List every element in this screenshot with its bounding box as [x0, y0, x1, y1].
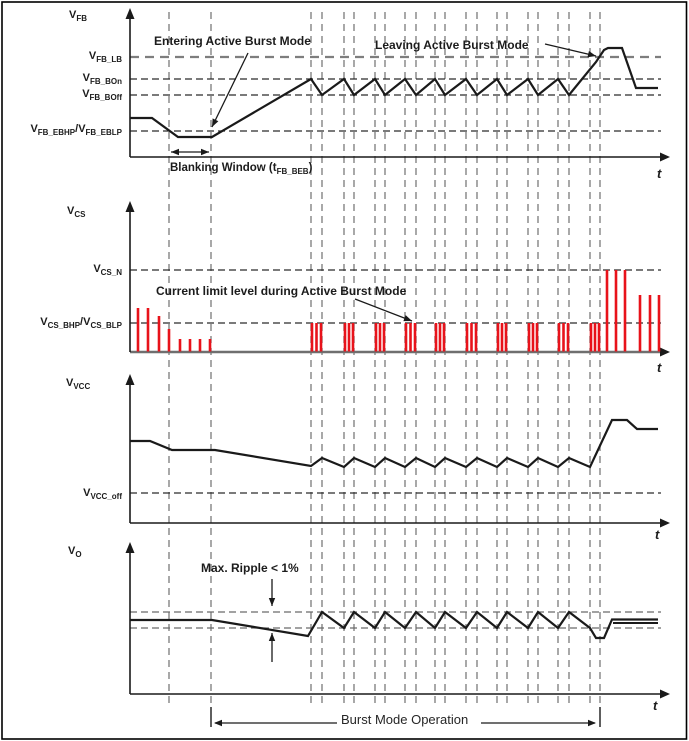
- vvcc-off-level-label: $V_{VCC\_off}$: [83, 487, 122, 501]
- annotation-arrow: [355, 299, 412, 321]
- vcs-n-level-label: $V_{CS\_N}$: [93, 263, 122, 277]
- vfb-lb-level-label: $V_{FB\_LB}$: [88, 50, 122, 64]
- vcs-bhp-level-label: $V_{CS\_BHP}/V_{CS\_BLP}$: [40, 316, 122, 330]
- entering-burst-annotation: Entering Active Burst Mode: [154, 34, 311, 48]
- vvcc-waveform: [130, 420, 658, 467]
- vo-waveform: [130, 612, 658, 638]
- vo-axis-label: $V_O$: [68, 545, 82, 559]
- vvcc-x-axis-arrow: [660, 519, 670, 528]
- vo-y-axis-arrow: [126, 542, 135, 553]
- burst-mode-operation-label: Burst Mode Operation: [341, 712, 469, 727]
- vfb-axis-label: $V_{FB}$: [69, 9, 88, 23]
- max-ripple-annotation: Max. Ripple < 1%: [201, 561, 299, 575]
- leaving-burst-annotation: Leaving Active Burst Mode: [375, 38, 529, 52]
- vfb-boff-level-label: $V_{FB\_BOff}$: [82, 88, 122, 102]
- vfb-bon-level-label: $V_{FB\_BOn}$: [82, 72, 122, 86]
- arrowhead: [201, 149, 209, 155]
- vfb-x-axis-arrow: [660, 153, 670, 162]
- time-axis-label-vo: t: [653, 698, 658, 713]
- vcs-x-axis-arrow: [660, 348, 670, 357]
- time-axis-label-vvcc: t: [655, 527, 660, 542]
- vfb-y-axis-arrow: [126, 8, 135, 19]
- time-axis-label-vcs: t: [657, 360, 662, 375]
- arrowhead: [269, 598, 275, 606]
- time-axis-label-vfb: t: [657, 166, 662, 181]
- blanking-window-label: Blanking Window $(t_{FB\_BEB})$: [170, 162, 313, 176]
- vfb-ebhp-level-label: $V_{FB\_EBHP}/V_{FB\_EBLP}$: [30, 123, 122, 137]
- span-arrow-left: [214, 720, 222, 726]
- arrowhead: [171, 149, 179, 155]
- vcs-axis-label: $V_{CS}$: [67, 205, 86, 219]
- arrowhead: [269, 633, 275, 641]
- vvcc-y-axis-arrow: [126, 374, 135, 385]
- arrowhead: [212, 118, 218, 127]
- span-arrow-right: [588, 720, 596, 726]
- vvcc-axis-label: $V_{VCC}$: [66, 377, 91, 391]
- vcs-y-axis-arrow: [126, 201, 135, 212]
- vfb-waveform: [130, 48, 658, 137]
- annotation-arrow: [212, 53, 248, 127]
- current-limit-annotation: Current limit level during Active Burst Mode: [156, 284, 407, 298]
- vo-x-axis-arrow: [660, 690, 670, 699]
